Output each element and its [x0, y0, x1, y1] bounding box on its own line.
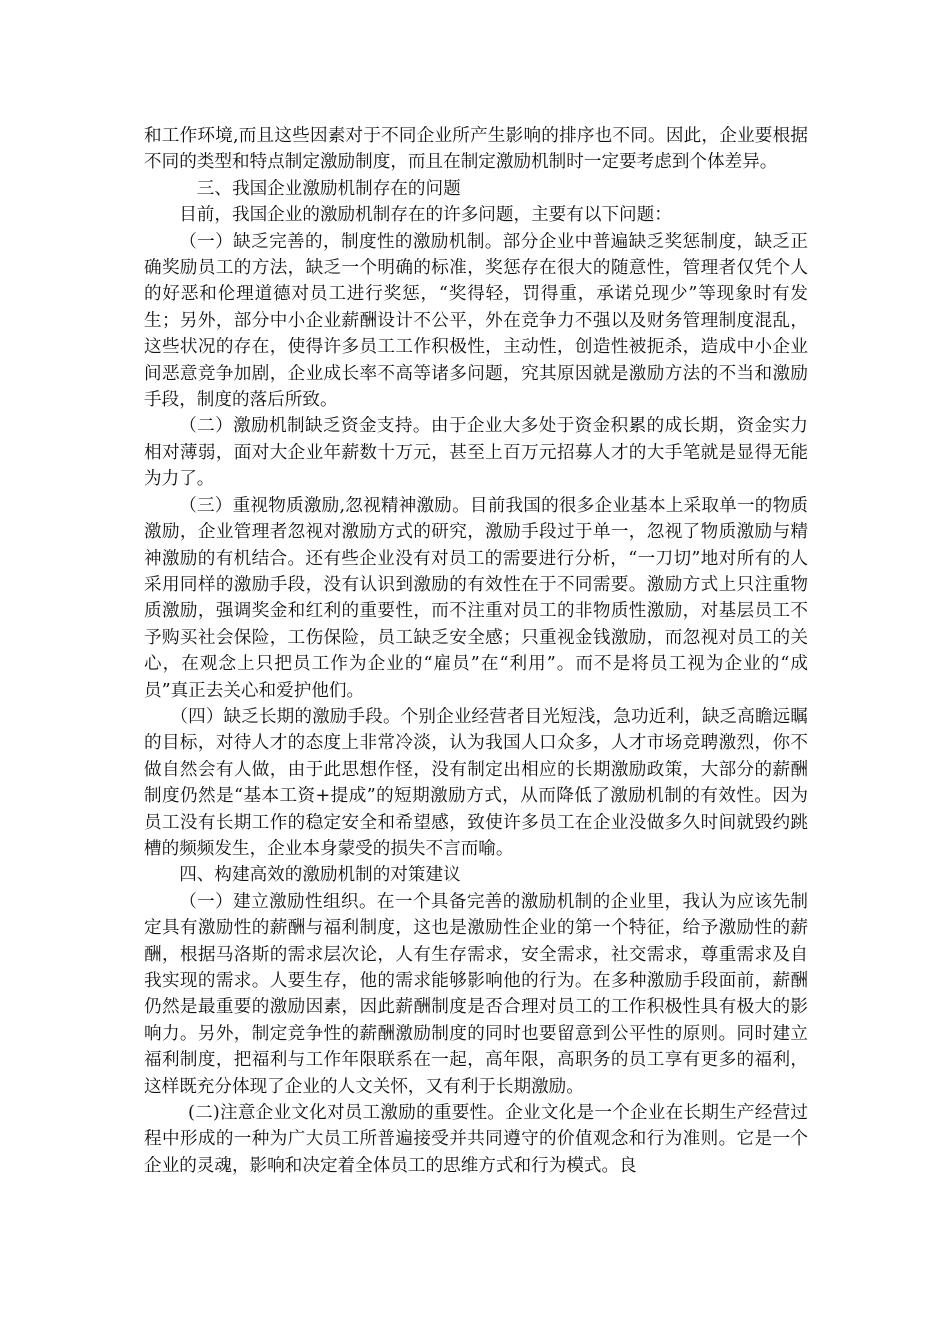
section-heading-3: 三、我国企业激励机制存在的问题	[196, 178, 461, 199]
paragraph-issue-2: （二）激励机制缺乏资金支持。由于企业大多处于资金积累的成长期，资金实力相对薄弱，面对大企业年薪数十万元，甚至上百万元招募人才的大手笔就是显得无能为力了。	[144, 416, 808, 490]
paragraph-measure-1: （一）建立激励性组织。在一个具备完善的激励机制的企业里，我认为应该先制定具有激励性的薪酬与福利制度，这也是激励性企业的第一个特征，给予激励性的薪酬，根据马洛斯的需求层次论，人有生存需求，安全需求，社交需求，尊重需求及自我实现的需求。人要生存，他的需求能够影响他的行为。在多种激励手段面前，薪酬仍然是最重要的激励因素，因此薪酬制度是否合理对员工的工作积极性具有极大的影响力。另外，制定竞争性的薪酬激励制度的同时也要留意到公平性的原则。同时建立福利制度，把福利与工作年限联系在一起，高年限，高职务的员工享有更多的福利，这样既充分体现了企业的人文关怀，又有利于长期激励。	[144, 891, 808, 1097]
paragraph-issue-4: （四）缺乏长期的激励手段。个别企业经营者目光短浅，急功近利，缺乏高瞻远瞩的目标，对待人才的态度上非常冷淡，认为我国人口众多，人才市场竞聘激烈，你不做自然会有人做，由于此思想作怪，没有制定出相应的长期激励政策，大部分的薪酬制度仍然是“基本工资+提成”的短期激励方式，从而降低了激励机制的有效性。因为员工没有长期工作的稳定安全和希望感，致使许多员工在企业没做多久时间就毁约跳槽的频频发生，企业本身蒙受的损失不言而喻。	[144, 706, 808, 859]
section-heading-4: 四、构建高效的激励机制的对策建议	[179, 865, 461, 886]
paragraph-issue-3: （三）重视物质激励,忽视精神激励。目前我国的很多企业基本上采取单一的物质激励，企业管理者忽视对激励方式的研究，激励手段过于单一，忽视了物质激励与精神激励的有机结合。还有些企业没有对员工的需要进行分析，“一刀切”地对所有的人采用同样的激励手段，没有认识到激励的有效性在于不同需要。激励方式上只注重物质激励，强调奖金和红利的重要性，而不注重对员工的非物质性激励，对基层员工不予购买社会保险，工伤保险，员工缺乏安全感；只重视金钱激励，而忽视对员工的关心，在观念上只把员工作为企业的“雇员”在“利用”。而不是将员工视为企业的“成员”真正去关心和爱护他们。	[144, 495, 808, 701]
paragraph-issue-1: （一）缺乏完善的，制度性的激励机制。部分企业中普遍缺乏奖惩制度，缺乏正确奖励员工的方法，缺乏一个明确的标准，奖惩存在很大的随意性，管理者仅凭个人的好恶和伦理道德对员工进行奖惩，“奖得轻，罚得重，承诺兑现少”等现象时有发生；另外，部分中小企业薪酬设计不公平，外在竞争力不强以及财务管理制度混乱，这些状况的存在，使得许多员工工作积极性，主动性，创造性被扼杀，造成中小企业间恶意竞争加剧，企业成长率不高等诸多问题，究其原因就是激励方法的不当和激励手段，制度的落后所致。	[144, 231, 808, 411]
paragraph-measure-2: (二)注意企业文化对员工激励的重要性。企业文化是一个企业在长期生产经营过程中形成的一种为广大员工所普遍接受并共同遵守的价值观念和行为准则。它是一个企业的灵魂，影响和决定着全体员工的思维方式和行为模式。良	[144, 1103, 808, 1176]
paragraph-intro: 目前，我国企业的激励机制存在的许多问题，主要有以下问题：	[179, 205, 672, 226]
paragraph-continuation: 和工作环境,而且这些因素对于不同企业所产生影响的排序也不同。因此，企业要根据不同的类型和特点制定激励制度，而且在制定激励机制时一定要考虑到个体差异。	[144, 126, 808, 173]
document-body	[144, 123, 808, 1179]
